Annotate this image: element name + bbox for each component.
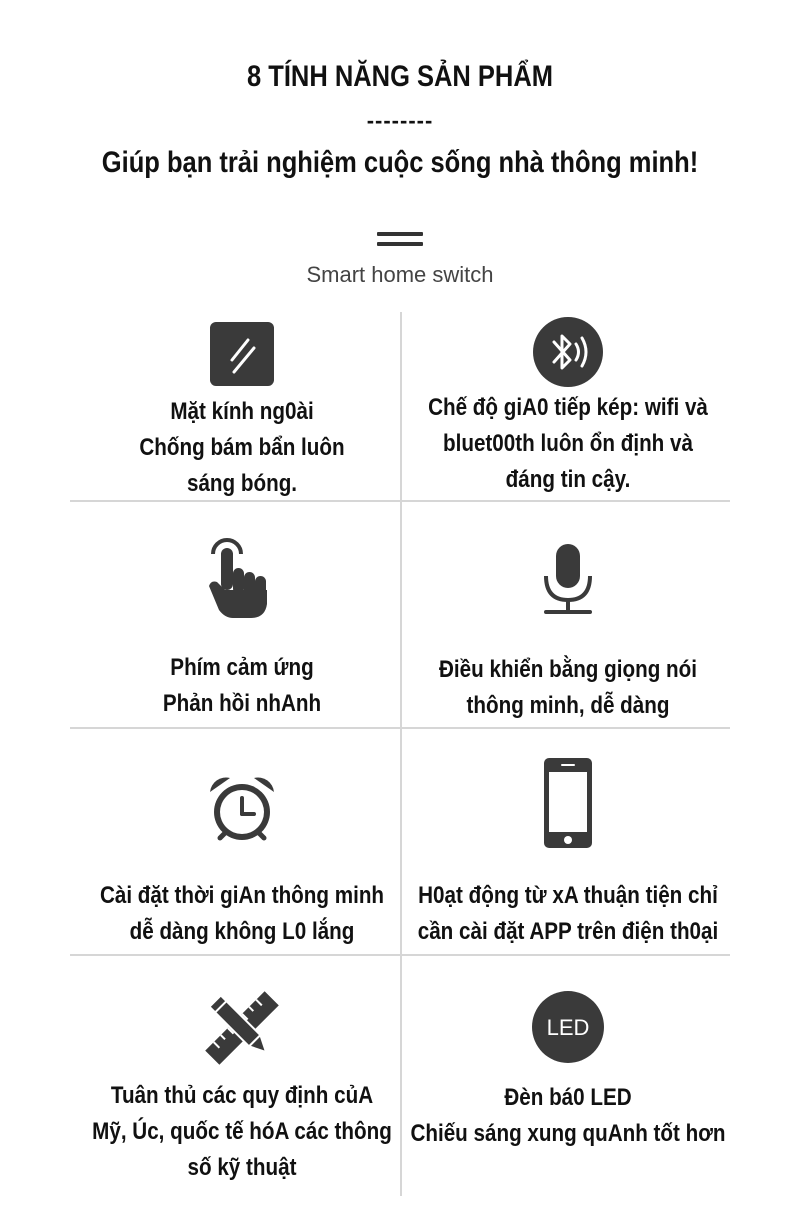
feature-led <box>403 990 733 1190</box>
feature-line: cần cài đặt APP trên điện th0ại <box>417 918 719 945</box>
feature-line: dễ dàng không L0 lắng <box>129 918 355 945</box>
feature-line: Điều khiển bằng giọng nói <box>439 656 697 683</box>
feature-line: Chế độ giA0 tiếp kép: wifi và <box>428 394 708 421</box>
title-divider: -------- <box>366 108 434 133</box>
grid-divider-row-3 <box>70 954 730 956</box>
page-subtitle: Giúp bạn trải nghiệm cuộc sống nhà thông minh! <box>101 146 699 179</box>
feature-text <box>83 878 401 950</box>
feature-text <box>83 1078 401 1186</box>
feature-line: Phản hồi nhAnh <box>162 690 322 717</box>
feature-touch-keys <box>77 530 407 720</box>
bluetooth-icon <box>532 316 604 388</box>
feature-line: Phím cảm ứng <box>170 654 314 681</box>
menu-icon <box>377 232 423 248</box>
feature-remote-app <box>403 756 733 946</box>
grid-divider-row-2 <box>70 727 730 729</box>
feature-voice-control <box>403 540 733 720</box>
feature-timer <box>77 770 407 950</box>
ruler-pencil-icon <box>204 990 280 1066</box>
feature-text <box>409 878 727 950</box>
tagline: Smart home switch <box>306 262 494 287</box>
feature-line: Mặt kính ng0ài <box>170 398 314 425</box>
feature-text <box>83 650 401 722</box>
feature-line: H0ạt động từ xA thuận tiện chỉ <box>418 882 718 909</box>
touch-hand-icon <box>207 534 277 620</box>
feature-line: đáng tin cậy. <box>505 466 631 493</box>
feature-line: Cài đặt thời giAn thông minh <box>99 882 385 909</box>
microphone-icon <box>540 542 596 616</box>
feature-standards <box>77 990 407 1190</box>
page-title: 8 TÍNH NĂNG SẢN PHẨM <box>246 60 553 93</box>
feature-text <box>83 394 401 502</box>
feature-line: sáng bóng. <box>186 470 298 497</box>
alarm-clock-icon <box>206 774 278 846</box>
feature-line: Chiếu sáng xung quAnh tốt hơn <box>410 1120 726 1147</box>
feature-line: Chống bám bẩn luôn <box>139 434 345 461</box>
led-icon-label: LED <box>546 1015 590 1040</box>
smartphone-icon <box>544 758 592 848</box>
led-icon <box>531 990 605 1064</box>
glass-panel-icon <box>210 322 274 386</box>
feature-text <box>409 390 727 498</box>
feature-line: thông minh, dễ dàng <box>466 692 670 719</box>
feature-line: Mỹ, Úc, quốc tế hóA các thông <box>92 1118 392 1145</box>
feature-text <box>409 652 727 724</box>
feature-bluetooth <box>403 316 733 496</box>
feature-line: Tuân thủ các quy định củA <box>110 1082 374 1109</box>
feature-text <box>409 1080 727 1152</box>
feature-line: Đèn bá0 LED <box>504 1084 632 1111</box>
feature-glass-panel <box>77 320 407 500</box>
feature-line: số kỹ thuật <box>187 1154 297 1181</box>
feature-line: bluet00th luôn ổn định và <box>443 430 693 457</box>
